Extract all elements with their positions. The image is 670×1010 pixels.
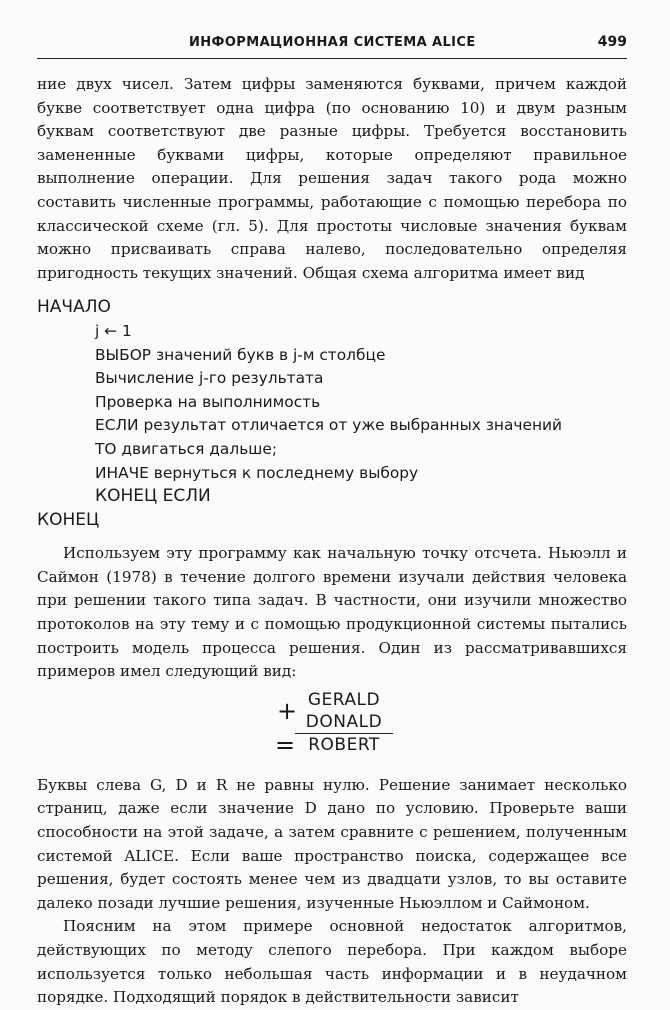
algorithm-line: ИНАЧЕ вернуться к последнему выбору [95,463,419,482]
sum-rule [295,733,393,734]
paragraph-2: Используем эту программу как начальную точку отсчета. Ньюэлл и Саймон (1978) в течение долгого времени изучали действия человека при решении такого типа задач. В частности, они изучили множество протоколов на эту тему и с помощью продукционной системы пытались построить модель процесса решения. Один из рассматривавшихся примеров имел следующий вид: [37,544,627,681]
page-number: 499 [597,34,627,50]
operand-1: GERALD [307,689,381,710]
book-page [37,30,627,1010]
algorithm-line: ТО двигаться дальше; [95,439,278,458]
algorithm-begin: НАЧАЛО [37,297,111,318]
paragraph-4: Поясним на этом примере основной недостаток алгоритмов, действующих по методу слепого перебора. При каждом выборе используется только небольшая часть информации и в неудачном порядке. Подходящий порядок в действительности зависит [37,917,627,1007]
algorithm-block [37,296,627,532]
equals-sign: = [275,730,296,759]
operand-2: DONALD [305,711,383,732]
algorithm-line: ВЫБОР значений букв в j-м столбце [95,345,386,364]
cryptarithm [37,690,627,760]
page-header [37,30,627,59]
paragraph-1: ние двух чисел. Затем цифры заменяются буквами, причем каждой букве соответствует одна цифра (по основанию 10) и двум разным буквам соответствуют две разные цифры. Требуется восстановить замененные буквами цифры, которые определяют правильное выполнение операции. Для решения задач такого рода можно составить численные программы, работающие с помощью перебора по классической схеме (гл. 5). Для простоты числовые значения буквам можно присваивать справа налево, последовательно определяя пригодность текущих значений. Общая схема алгоритма имеет вид [37,75,627,282]
result: ROBERT [308,734,380,755]
algorithm-line: j ← 1 [95,321,132,340]
algorithm-line: КОНЕЦ ЕСЛИ [95,486,211,507]
paragraph-3: Буквы слева G, D и R не равны нулю. Решение занимает несколько страниц, даже если значение D дано по условию. Проверьте ваши способности на этой задаче, а затем сравните с решением, полученным системой ALICE. Если ваше пространство поиска, содержащее все решения, будет состоять менее чем из двадцати узлов, то вы оставите далеко позади лучшие решения, изученные Ньюэллом и Саймоном. [37,775,627,912]
algorithm-line: Вычисление j-го результата [95,369,324,388]
running-head: ИНФОРМАЦИОННАЯ СИСТЕМА ALICE [189,35,476,50]
algorithm-line: Проверка на выполнимость [95,392,321,411]
plus-sign: + [277,696,298,725]
algorithm-end: КОНЕЦ [37,509,100,530]
algorithm-line: ЕСЛИ результат отличается от уже выбранных значений [95,416,563,435]
